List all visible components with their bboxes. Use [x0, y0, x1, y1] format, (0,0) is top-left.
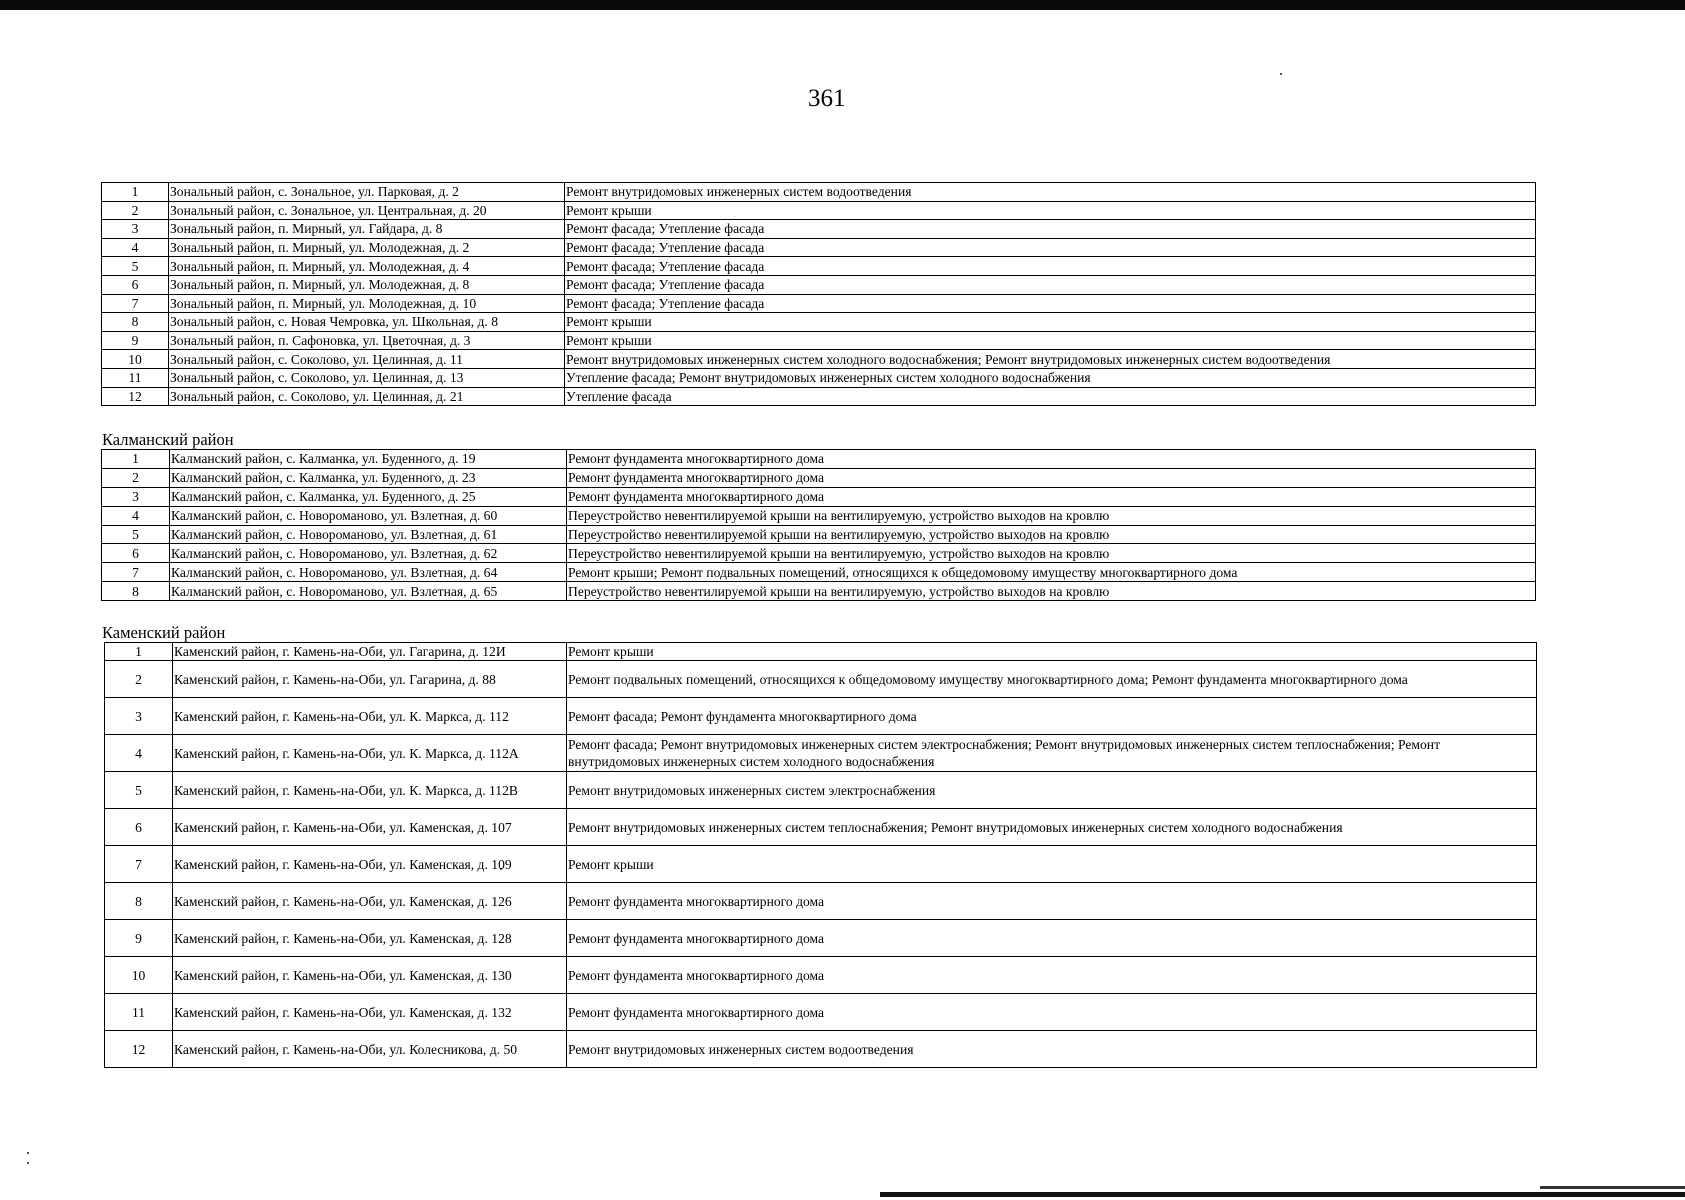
address-cell: Калманский район, с. Новороманово, ул. Взлетная, д. 65	[170, 582, 567, 601]
table-row	[102, 544, 1536, 563]
address-cell: Зональный район, п. Мирный, ул. Молодежная, д. 8	[169, 275, 565, 294]
works-cell: Ремонт крыши	[565, 201, 1536, 220]
zonalny-table	[101, 182, 1536, 406]
address-cell: Зональный район, с. Соколово, ул. Целинная, д. 11	[169, 350, 565, 369]
row-number-cell: 10	[105, 957, 173, 994]
table-row	[102, 331, 1536, 350]
table-row	[102, 313, 1536, 332]
table-row	[102, 525, 1536, 544]
address-cell: Зональный район, п. Мирный, ул. Молодежная, д. 10	[169, 294, 565, 313]
address-cell: Каменский район, г. Камень-на-Оби, ул. Каменская, д. 128	[173, 920, 567, 957]
row-number-cell: 1	[105, 643, 173, 661]
works-cell: Переустройство невентилируемой крыши на вентилируемую, устройство выходов на кровлю	[567, 582, 1536, 601]
table-body	[102, 183, 1536, 406]
table-row	[105, 809, 1537, 846]
row-number-cell: 1	[102, 183, 169, 202]
address-cell: Зональный район, с. Соколово, ул. Целинная, д. 21	[169, 387, 565, 406]
works-cell: Ремонт фундамента многоквартирного дома	[567, 883, 1537, 920]
address-cell: Каменский район, г. Камень-на-Оби, ул. Гагарина, д. 88	[173, 661, 567, 698]
works-cell: Ремонт фасада; Утепление фасада	[565, 275, 1536, 294]
table-row	[105, 643, 1537, 661]
row-number-cell: 5	[105, 772, 173, 809]
address-cell: Зональный район, с. Зональное, ул. Парковая, д. 2	[169, 183, 565, 202]
address-cell: Калманский район, с. Калманка, ул. Буденного, д. 25	[170, 487, 567, 506]
page-number: 361	[808, 85, 846, 112]
row-number-cell: 10	[102, 350, 169, 369]
row-number-cell: 4	[102, 506, 170, 525]
row-number-cell: 1	[102, 450, 170, 469]
address-cell: Зональный район, с. Новая Чемровка, ул. Школьная, д. 8	[169, 313, 565, 332]
table-row	[102, 506, 1536, 525]
scan-top-border	[0, 0, 1685, 10]
address-cell: Калманский район, с. Калманка, ул. Буденного, д. 19	[170, 450, 567, 469]
table-row	[105, 920, 1537, 957]
works-cell: Ремонт крыши; Ремонт подвальных помещений, относящихся к общедомовому имуществу многоквартирного дома	[567, 563, 1536, 582]
row-number-cell: 3	[102, 487, 170, 506]
table-row	[105, 883, 1537, 920]
address-cell: Калманский район, с. Новороманово, ул. Взлетная, д. 61	[170, 525, 567, 544]
address-cell: Зональный район, п. Сафоновка, ул. Цветочная, д. 3	[169, 331, 565, 350]
address-cell: Каменский район, г. Камень-на-Оби, ул. К. Маркса, д. 112	[173, 698, 567, 735]
section-title-kalmansky: Калманский район	[102, 430, 234, 449]
row-number-cell: 2	[102, 201, 169, 220]
table-row	[102, 368, 1536, 387]
works-cell: Ремонт внутридомовых инженерных систем водоотведения	[567, 1031, 1537, 1068]
table-row	[102, 220, 1536, 239]
works-cell: Ремонт крыши	[565, 331, 1536, 350]
table-row	[105, 661, 1537, 698]
table-row	[102, 257, 1536, 276]
address-cell: Зональный район, п. Мирный, ул. Молодежная, д. 4	[169, 257, 565, 276]
address-cell: Каменский район, г. Камень-на-Оби, ул. Гагарина, д. 12И	[173, 643, 567, 661]
table-row	[105, 994, 1537, 1031]
table-row	[102, 387, 1536, 406]
table-body	[105, 643, 1537, 1068]
address-cell: Калманский район, с. Новороманово, ул. Взлетная, д. 62	[170, 544, 567, 563]
works-cell: Ремонт внутридомовых инженерных систем электроснабжения	[567, 772, 1537, 809]
works-cell: Ремонт крыши	[567, 643, 1537, 661]
table-row	[102, 238, 1536, 257]
kamensky-table	[104, 642, 1537, 1068]
row-number-cell: 8	[102, 582, 170, 601]
row-number-cell: 11	[102, 368, 169, 387]
table-row	[105, 957, 1537, 994]
row-number-cell: 2	[102, 468, 170, 487]
row-number-cell: 7	[105, 846, 173, 883]
row-number-cell: 3	[105, 698, 173, 735]
row-number-cell: 4	[105, 735, 173, 772]
table-body	[102, 450, 1536, 601]
works-cell: Переустройство невентилируемой крыши на вентилируемую, устройство выходов на кровлю	[567, 544, 1536, 563]
scan-bottom-border	[1540, 1186, 1685, 1189]
works-cell: Ремонт фасада; Утепление фасада	[565, 257, 1536, 276]
works-cell: Ремонт фасада; Ремонт внутридомовых инженерных систем электроснабжения; Ремонт внутридомовых инженерных систем теплоснабжения; Ремонт внутридомовых инженерных систем холодного водоснабжения	[567, 735, 1537, 772]
address-cell: Каменский район, г. Камень-на-Оби, ул. К. Маркса, д. 112А	[173, 735, 567, 772]
row-number-cell: 6	[102, 544, 170, 563]
row-number-cell: 6	[102, 275, 169, 294]
works-cell: Переустройство невентилируемой крыши на вентилируемую, устройство выходов на кровлю	[567, 525, 1536, 544]
scan-bottom-border	[880, 1192, 1685, 1197]
address-cell: Каменский район, г. Камень-на-Оби, ул. Каменская, д. 107	[173, 809, 567, 846]
works-cell: Ремонт фундамента многоквартирного дома	[567, 450, 1536, 469]
address-cell: Каменский район, г. Камень-на-Оби, ул. Каменская, д. 130	[173, 957, 567, 994]
row-number-cell: 5	[102, 257, 169, 276]
address-cell: Каменский район, г. Камень-на-Оби, ул. К. Маркса, д. 112В	[173, 772, 567, 809]
scan-speck	[27, 1162, 29, 1164]
table-row	[102, 450, 1536, 469]
works-cell: Ремонт внутридомовых инженерных систем теплоснабжения; Ремонт внутридомовых инженерных систем холодного водоснабжения	[567, 809, 1537, 846]
row-number-cell: 7	[102, 563, 170, 582]
table-row	[102, 275, 1536, 294]
table-row	[102, 582, 1536, 601]
table-row	[102, 350, 1536, 369]
table-row	[102, 294, 1536, 313]
row-number-cell: 6	[105, 809, 173, 846]
table-row	[105, 846, 1537, 883]
table-row	[105, 698, 1537, 735]
works-cell: Ремонт фундамента многоквартирного дома	[567, 468, 1536, 487]
scan-speck	[1280, 73, 1282, 75]
table-row	[105, 772, 1537, 809]
address-cell: Каменский район, г. Камень-на-Оби, ул. Колесникова, д. 50	[173, 1031, 567, 1068]
works-cell: Ремонт фасада; Ремонт фундамента многоквартирного дома	[567, 698, 1537, 735]
row-number-cell: 9	[102, 331, 169, 350]
works-cell: Утепление фасада; Ремонт внутридомовых инженерных систем холодного водоснабжения	[565, 368, 1536, 387]
works-cell: Утепление фасада	[565, 387, 1536, 406]
address-cell: Зональный район, с. Соколово, ул. Целинная, д. 13	[169, 368, 565, 387]
works-cell: Ремонт подвальных помещений, относящихся к общедомовому имуществу многоквартирного дома; Ремонт фундамента многоквартирного дома	[567, 661, 1537, 698]
row-number-cell: 3	[102, 220, 169, 239]
scan-speck	[27, 1152, 29, 1154]
row-number-cell: 9	[105, 920, 173, 957]
row-number-cell: 8	[102, 313, 169, 332]
section-title-kamensky: Каменский район	[102, 623, 226, 642]
table-row	[102, 183, 1536, 202]
works-cell: Ремонт фасада; Утепление фасада	[565, 238, 1536, 257]
works-cell: Ремонт крыши	[567, 846, 1537, 883]
table-row	[105, 1031, 1537, 1068]
works-cell: Ремонт фундамента многоквартирного дома	[567, 994, 1537, 1031]
works-cell: Ремонт фундамента многоквартирного дома	[567, 487, 1536, 506]
address-cell: Каменский район, г. Камень-на-Оби, ул. Каменская, д. 132	[173, 994, 567, 1031]
row-number-cell: 12	[102, 387, 169, 406]
row-number-cell: 2	[105, 661, 173, 698]
table-row	[102, 201, 1536, 220]
table-row	[102, 487, 1536, 506]
address-cell: Калманский район, с. Новороманово, ул. Взлетная, д. 60	[170, 506, 567, 525]
works-cell: Ремонт внутридомовых инженерных систем холодного водоснабжения; Ремонт внутридомовых инженерных систем водоотведения	[565, 350, 1536, 369]
address-cell: Каменский район, г. Камень-на-Оби, ул. Каменская, д. 126	[173, 883, 567, 920]
address-cell: Каменский район, г. Камень-на-Оби, ул. Каменская, д. 109	[173, 846, 567, 883]
works-cell: Переустройство невентилируемой крыши на вентилируемую, устройство выходов на кровлю	[567, 506, 1536, 525]
row-number-cell: 12	[105, 1031, 173, 1068]
works-cell: Ремонт фасада; Утепление фасада	[565, 220, 1536, 239]
works-cell: Ремонт внутридомовых инженерных систем водоотведения	[565, 183, 1536, 202]
kalmansky-table	[101, 449, 1536, 601]
address-cell: Зональный район, п. Мирный, ул. Молодежная, д. 2	[169, 238, 565, 257]
table-row	[105, 735, 1537, 772]
works-cell: Ремонт крыши	[565, 313, 1536, 332]
row-number-cell: 5	[102, 525, 170, 544]
table-row	[102, 468, 1536, 487]
works-cell: Ремонт фундамента многоквартирного дома	[567, 957, 1537, 994]
row-number-cell: 8	[105, 883, 173, 920]
address-cell: Зональный район, п. Мирный, ул. Гайдара, д. 8	[169, 220, 565, 239]
table-row	[102, 563, 1536, 582]
works-cell: Ремонт фасада; Утепление фасада	[565, 294, 1536, 313]
row-number-cell: 7	[102, 294, 169, 313]
address-cell: Калманский район, с. Калманка, ул. Буденного, д. 23	[170, 468, 567, 487]
address-cell: Зональный район, с. Зональное, ул. Центральная, д. 20	[169, 201, 565, 220]
row-number-cell: 11	[105, 994, 173, 1031]
address-cell: Калманский район, с. Новороманово, ул. Взлетная, д. 64	[170, 563, 567, 582]
row-number-cell: 4	[102, 238, 169, 257]
works-cell: Ремонт фундамента многоквартирного дома	[567, 920, 1537, 957]
